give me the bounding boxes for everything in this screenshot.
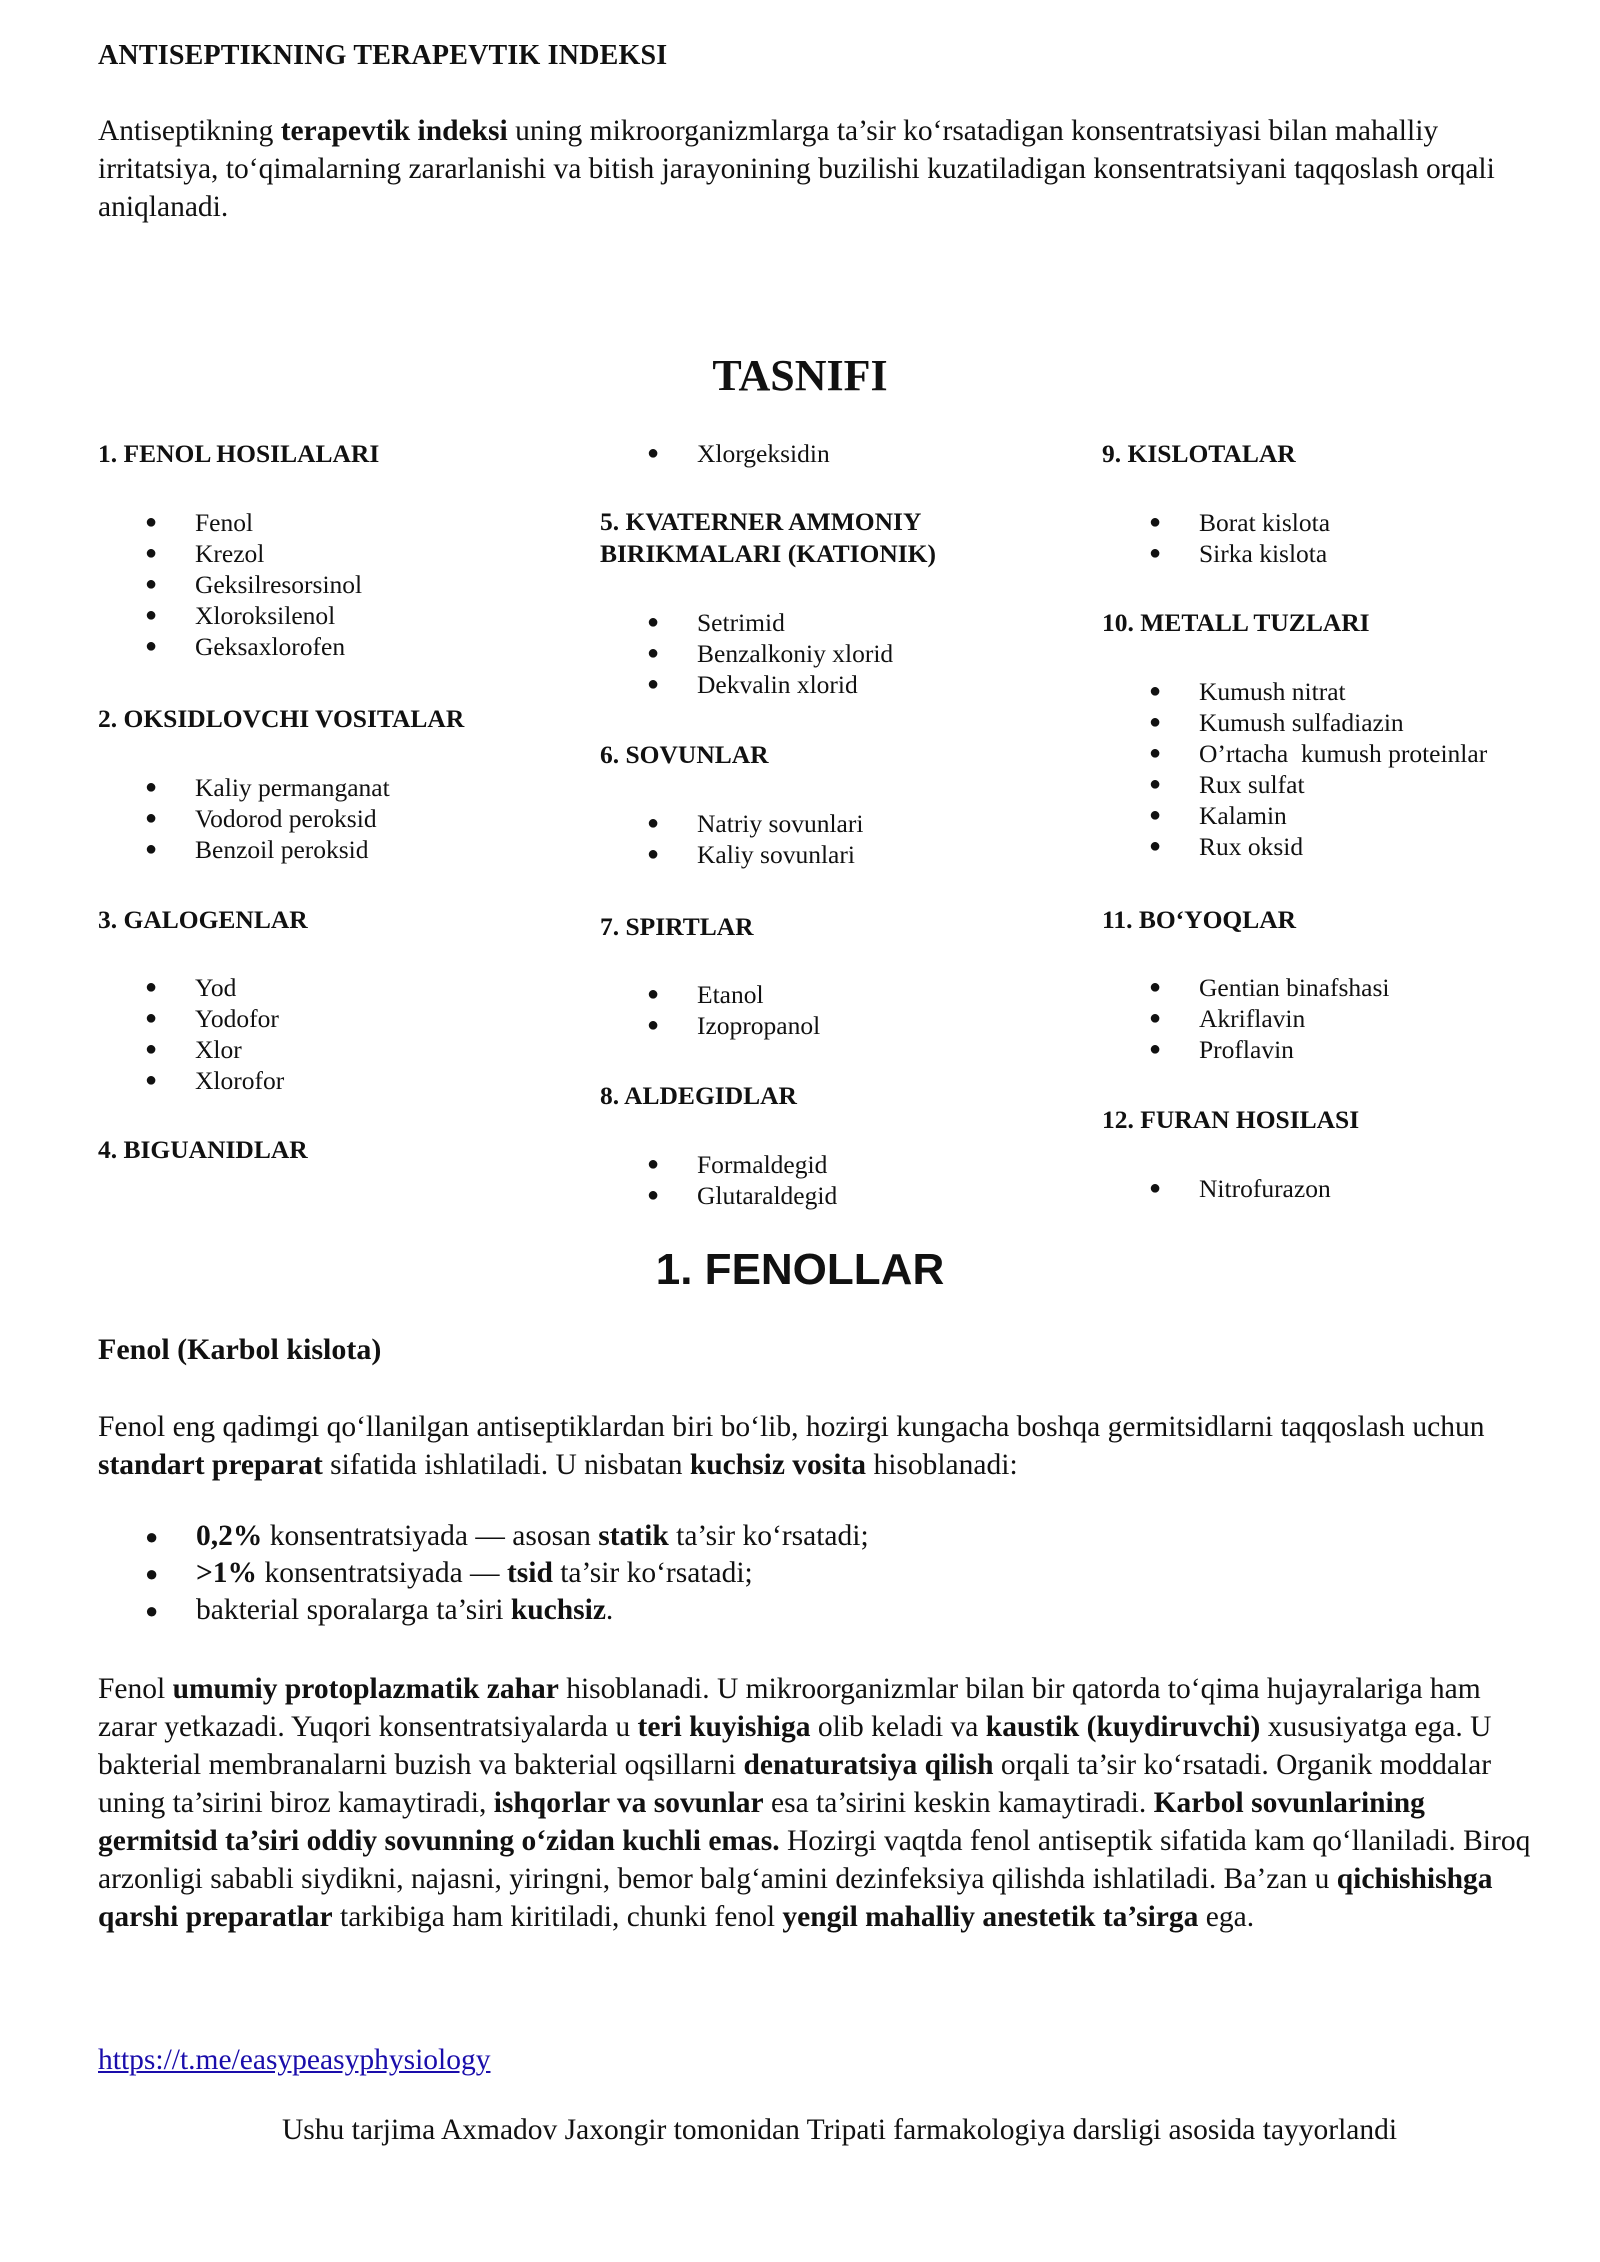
list-item: O’rtacha kumush proteinlar bbox=[1199, 739, 1488, 768]
bullet-dot: ● bbox=[145, 1524, 159, 1549]
list-item: Setrimid bbox=[697, 608, 785, 637]
bullet-dot: ● bbox=[145, 511, 158, 533]
category-title: 10. METALL TUZLARI bbox=[1102, 608, 1370, 637]
bullet-bold: kuchsiz bbox=[510, 1594, 606, 1626]
category-title: 9. KISLOTALAR bbox=[1102, 439, 1296, 468]
list-item: Rux oksid bbox=[1199, 832, 1304, 861]
bullet-bold: >1% bbox=[196, 1557, 258, 1589]
list-item: Yod bbox=[195, 973, 237, 1002]
bullet-dot: ● bbox=[647, 812, 660, 834]
paragraph-text: olib keladi va bbox=[810, 1711, 986, 1743]
bullet-dot: ● bbox=[145, 635, 158, 657]
paragraph-text: esa ta’sirini keskin kamaytiradi. bbox=[763, 1787, 1154, 1819]
intro-text: uning mikroorganizmlarga ta’sir ko‘rsatadigan konsentratsiyasi bilan mahalliy irritatsiya, to‘qimalarning zararlanishi va bitish jarayonining buzilishi kuzatiladigan konsentratsiyani taqqoslash orqali aniqlanadi. bbox=[98, 115, 1495, 223]
bullet-dot: ● bbox=[145, 976, 158, 998]
paragraph-bold: umumiy protoplazmatik zahar bbox=[172, 1673, 559, 1705]
list-item: Kumush sulfadiazin bbox=[1199, 708, 1404, 737]
bullet-dot: ● bbox=[1149, 1038, 1162, 1060]
list-item: Geksaxlorofen bbox=[195, 632, 346, 661]
list-item: Kaliy sovunlari bbox=[697, 840, 855, 869]
category-title: 7. SPIRTLAR bbox=[600, 912, 754, 941]
paragraph-text: orqali ta’sir ko‘rsatadi. Organik moddalar uning ta’sirini biroz kamaytiradi, bbox=[98, 1749, 1492, 1819]
bullet-dot: ● bbox=[647, 673, 660, 695]
list-item: Formaldegid bbox=[697, 1150, 828, 1179]
list-item: Izopropanol bbox=[697, 1011, 821, 1040]
list-item: Etanol bbox=[697, 980, 764, 1009]
bullet-item bbox=[98, 1592, 1518, 1629]
paragraph-bold: teri kuyishiga bbox=[637, 1711, 811, 1743]
classification-title: TASNIFI bbox=[712, 351, 888, 400]
subsection-title: Fenol (Karbol kislota) bbox=[98, 1333, 382, 1366]
bullet-item bbox=[98, 1518, 1518, 1555]
bullet-dot: ● bbox=[145, 776, 158, 798]
intro-text: Antiseptikning bbox=[98, 115, 281, 147]
paragraph-bold: kuchsiz vosita bbox=[689, 1449, 867, 1481]
bullet-text: ta’sir ko‘rsatadi; bbox=[552, 1557, 753, 1589]
bullet-dot: ● bbox=[145, 573, 158, 595]
bullet-dot: ● bbox=[145, 604, 158, 626]
bullet-dot: ● bbox=[1149, 542, 1162, 564]
bullet-dot: ● bbox=[1149, 511, 1162, 533]
bullet-dot: ● bbox=[1149, 804, 1162, 826]
category-title: 4. BIGUANIDLAR bbox=[98, 1135, 308, 1164]
category-title: 5. KVATERNER AMMONIY BIRIKMALARI (KATIONIK) bbox=[600, 507, 937, 568]
list-item: Rux sulfat bbox=[1199, 770, 1305, 799]
list-item: Benzalkoniy xlorid bbox=[697, 639, 894, 668]
fenol-bullet-list bbox=[98, 1518, 1518, 1629]
list-item: Xlorofor bbox=[195, 1066, 285, 1095]
list-item: Nitrofurazon bbox=[1199, 1174, 1331, 1203]
bullet-text: konsentratsiyada — asosan bbox=[262, 1520, 599, 1552]
classification-column-1 bbox=[98, 0, 578, 1240]
paragraph-bold: kaustik (kuydiruvchi) bbox=[985, 1711, 1261, 1743]
paragraph-text: tarkibiga ham kiritiladi, chunki fenol bbox=[332, 1901, 783, 1933]
list-item: Glutaraldegid bbox=[697, 1181, 838, 1210]
bullet-dot: ● bbox=[647, 611, 660, 633]
list-item: Benzoil peroksid bbox=[195, 835, 369, 864]
bullet-dot: ● bbox=[1149, 742, 1162, 764]
bullet-dot: ● bbox=[647, 642, 660, 664]
list-item: Natriy sovunlari bbox=[697, 809, 864, 838]
telegram-link[interactable]: https://t.me/easypeasyphysiology bbox=[98, 2044, 491, 2076]
category-title: 11. BO‘YOQLAR bbox=[1102, 905, 1297, 934]
paragraph-bold: denaturatsiya qilish bbox=[743, 1749, 994, 1781]
list-item: Kaliy permanganat bbox=[195, 773, 390, 802]
bullet-dot: ● bbox=[1149, 976, 1162, 998]
list-item: Xlor bbox=[195, 1035, 242, 1064]
bullet-bold: statik bbox=[598, 1520, 669, 1552]
bullet-dot: ● bbox=[647, 983, 660, 1005]
bullet-dot: ● bbox=[1149, 680, 1162, 702]
paragraph-bold: ishqorlar va sovunlar bbox=[493, 1787, 764, 1819]
fenol-paragraph-2 bbox=[98, 1670, 1538, 1936]
list-item: Krezol bbox=[195, 539, 265, 568]
paragraph-text: hisoblanadi: bbox=[866, 1449, 1018, 1481]
paragraph-text: Fenol eng qadimgi qo‘llanilgan antiseptiklardan biri bo‘lib, hozirgi kungacha boshqa germitsidlarni taqqoslash uchun bbox=[98, 1411, 1485, 1443]
category-title: 1. FENOL HOSILALARI bbox=[98, 439, 380, 468]
bullet-dot: ● bbox=[1149, 1007, 1162, 1029]
list-item: Fenol bbox=[195, 508, 254, 537]
paragraph-text: Fenol bbox=[98, 1673, 173, 1705]
document-title: ANTISEPTIKNING TERAPEVTIK INDEKSI bbox=[98, 40, 668, 71]
bullet-bold: tsid bbox=[506, 1557, 553, 1589]
list-item: Kumush nitrat bbox=[1199, 677, 1346, 706]
bullet-dot: ● bbox=[1149, 773, 1162, 795]
bullet-dot: ● bbox=[647, 1014, 660, 1036]
bullet-dot: ● bbox=[145, 1038, 158, 1060]
bullet-text: konsentratsiyada — bbox=[257, 1557, 507, 1589]
paragraph-text: Hozirgi vaqtda fenol antiseptik sifatida kam qo‘llaniladi. Biroq arzonligi sababli siydikni, najasni, yiringni, bemor balg‘amini dezinfeksiya qilishda ishlatiladi. Ba’zan u bbox=[98, 1825, 1531, 1895]
bullet-dot: ● bbox=[647, 1184, 660, 1206]
bullet-dot: ● bbox=[1149, 835, 1162, 857]
list-item: Xloroksilenol bbox=[195, 601, 336, 630]
paragraph-text: xususiyatga ega. U bakterial membranalarni buzish va bakterial oqsillarni bbox=[98, 1711, 1492, 1781]
intro-bold-term: terapevtik indeksi bbox=[280, 115, 508, 147]
bullet-item bbox=[98, 1555, 1518, 1592]
bullet-dot: ● bbox=[145, 838, 158, 860]
paragraph-bold: yengil mahalliy anestetik ta’sirga bbox=[782, 1901, 1199, 1933]
bullet-dot: ● bbox=[647, 1153, 660, 1175]
paragraph-text: sifatida ishlatiladi. U nisbatan bbox=[322, 1449, 690, 1481]
list-item: Dekvalin xlorid bbox=[697, 670, 858, 699]
list-item: Gentian binafshasi bbox=[1199, 973, 1390, 1002]
category-title: 8. ALDEGIDLAR bbox=[600, 1081, 797, 1110]
list-item: Borat kislota bbox=[1199, 508, 1331, 537]
bullet-dot: ● bbox=[145, 1007, 158, 1029]
category-title: 6. SOVUNLAR bbox=[600, 740, 769, 769]
section-title: 1. FENOLLAR bbox=[655, 1245, 945, 1294]
category-title: 2. OKSIDLOVCHI VOSITALAR bbox=[98, 704, 465, 733]
bullet-dot: ● bbox=[145, 1561, 159, 1586]
bullet-text: bakterial sporalarga ta’siri bbox=[196, 1594, 511, 1626]
bullet-dot: ● bbox=[1149, 711, 1162, 733]
list-item: Kalamin bbox=[1199, 801, 1287, 830]
paragraph-bold: Karbol sovunlarining germitsid ta’siri oddiy sovunning o‘zidan kuchli emas. bbox=[98, 1787, 1425, 1857]
classification-column-2 bbox=[600, 0, 1080, 1240]
bullet-bold: 0,2% bbox=[196, 1520, 263, 1552]
category-title: 12. FURAN HOSILASI bbox=[1102, 1105, 1360, 1134]
bullet-dot: ● bbox=[647, 843, 660, 865]
classification-column-3 bbox=[1102, 0, 1582, 1240]
bullet-dot: ● bbox=[647, 442, 660, 464]
list-item: Geksilresorsinol bbox=[195, 570, 363, 599]
bullet-dot: ● bbox=[145, 807, 158, 829]
fenol-paragraph-1 bbox=[98, 1408, 1518, 1484]
bullet-dot: ● bbox=[145, 1069, 158, 1091]
bullet-dot: ● bbox=[1149, 1177, 1162, 1199]
list-item: Akriflavin bbox=[1199, 1004, 1306, 1033]
footer-credit: Ushu tarjima Axmadov Jaxongir tomonidan Tripati farmakologiya darsligi asosida tayyorlandi bbox=[282, 2114, 1398, 2146]
paragraph-text: hisoblanadi. U mikroorganizmlar bilan bir qatorda to‘qima hujayralariga ham zarar yetkazadi. Yuqori konsentratsiyalarda u bbox=[98, 1673, 1481, 1743]
list-item: Sirka kislota bbox=[1199, 539, 1328, 568]
list-item: Proflavin bbox=[1199, 1035, 1294, 1064]
paragraph-bold: qichishishga qarshi preparatlar bbox=[98, 1863, 1493, 1933]
category-title: 3. GALOGENLAR bbox=[98, 905, 308, 934]
list-item: Yodofor bbox=[195, 1004, 279, 1033]
paragraph-text: ega. bbox=[1198, 1901, 1255, 1933]
bullet-dot: ● bbox=[145, 542, 158, 564]
paragraph-bold: standart preparat bbox=[98, 1449, 323, 1481]
bullet-dot: ● bbox=[145, 1598, 159, 1623]
list-item: Vodorod peroksid bbox=[195, 804, 377, 833]
bullet-text: ta’sir ko‘rsatadi; bbox=[668, 1520, 869, 1552]
list-item: Xlorgeksidin bbox=[697, 439, 830, 468]
bullet-text: . bbox=[605, 1594, 614, 1626]
